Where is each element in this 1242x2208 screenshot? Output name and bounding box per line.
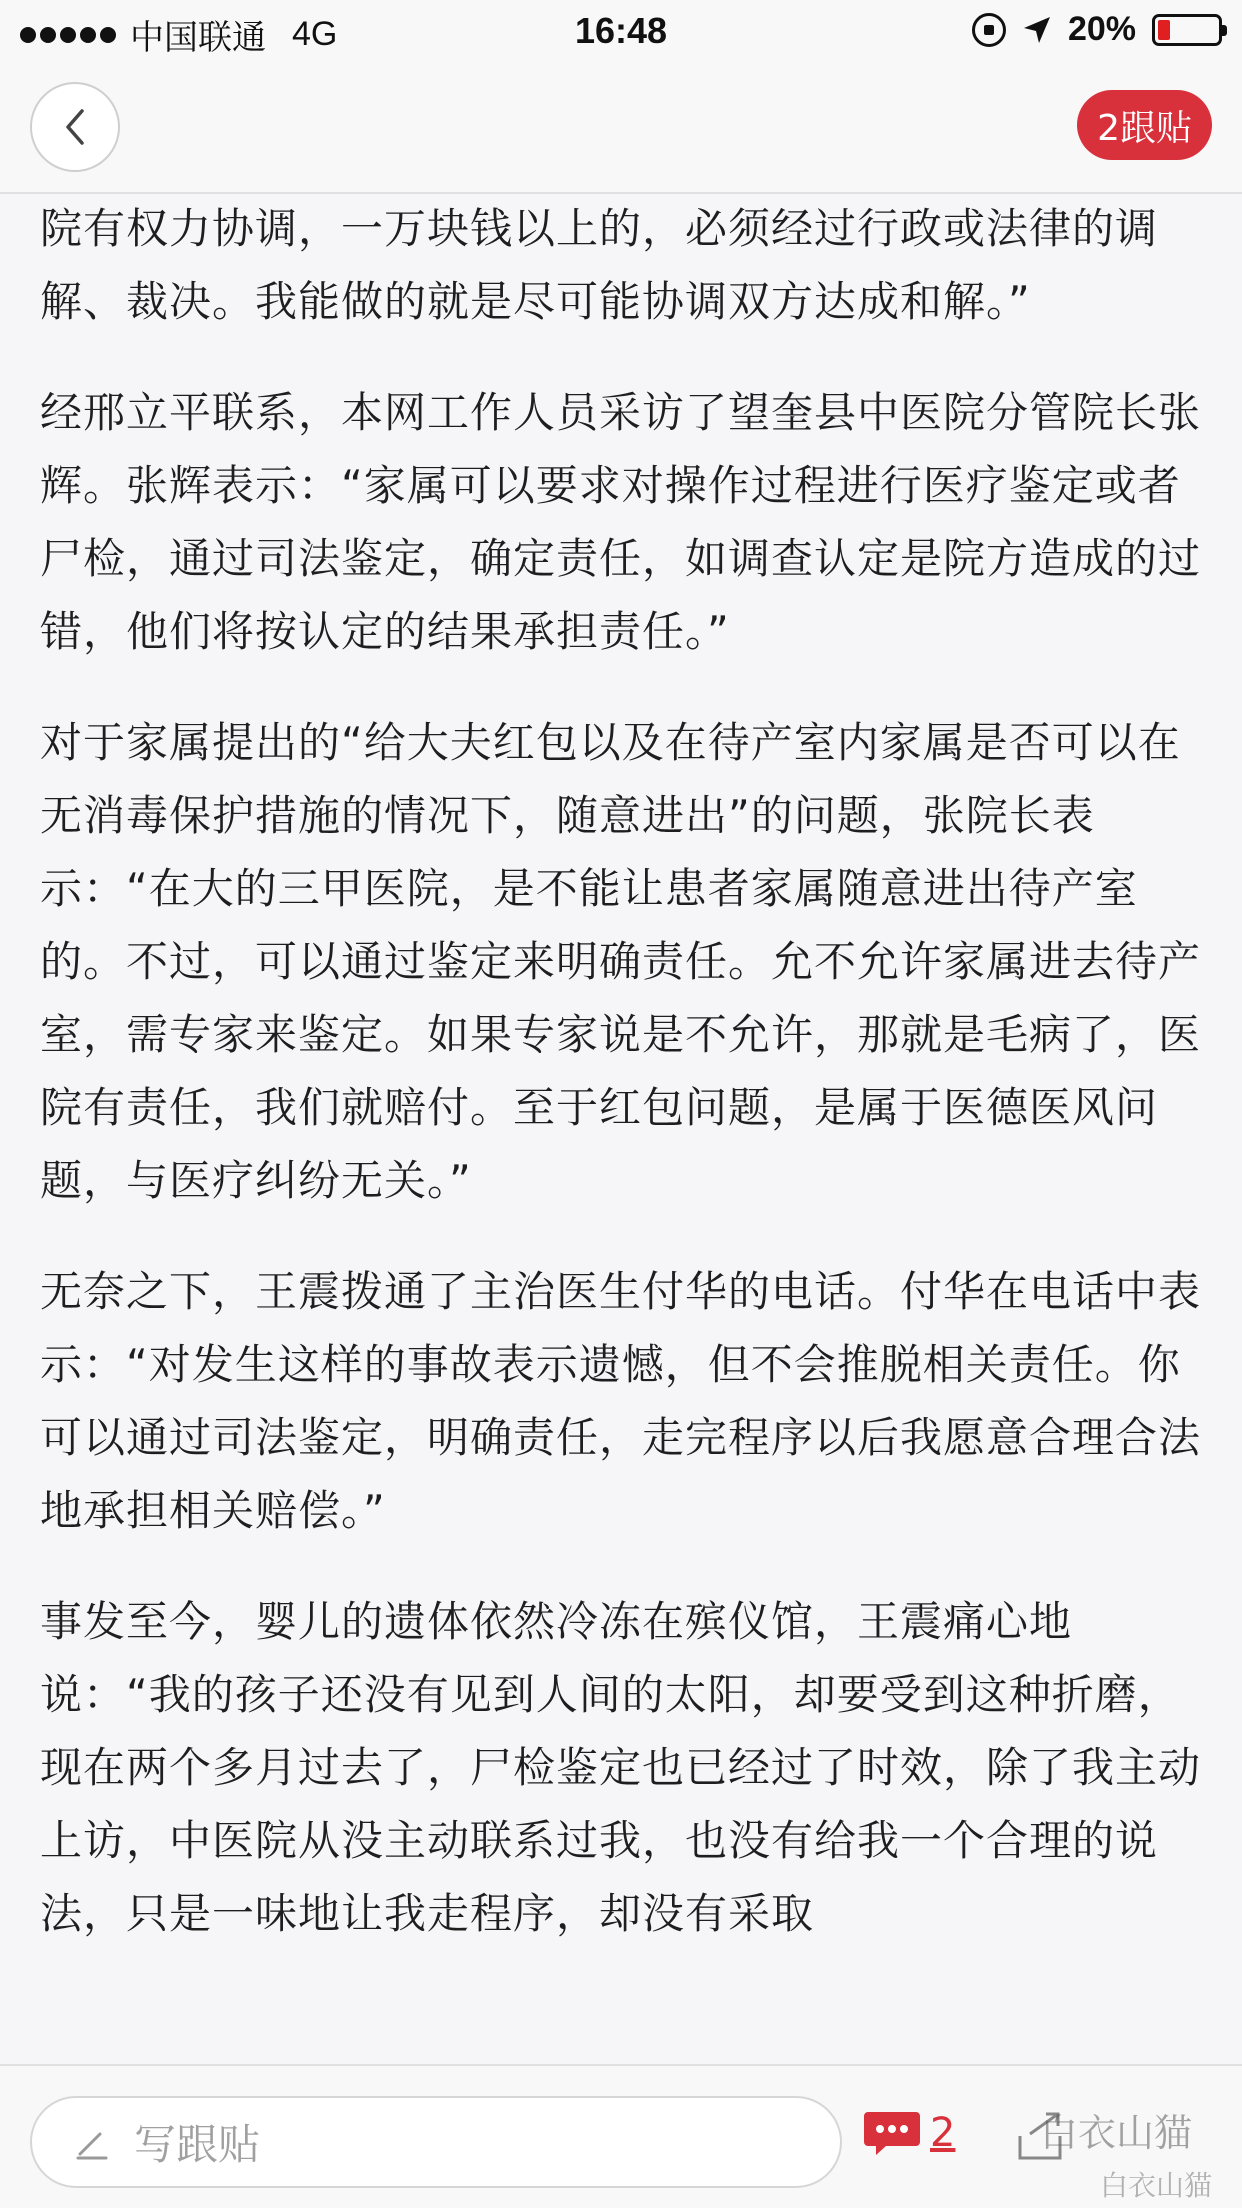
article-paragraph: 事发至今，婴儿的遗体依然冷冻在殡仪馆，王震痛心地说：“我的孩子还没有见到人间的太阳，却要受到这种折磨，现在两个多月过去了，尸检鉴定也已经过了时效，除了我主动上访，中医院从没主动联系过我，也没有给我一个合理的说法，只是一味地让我走程序，却没有采取 [40,1597,1202,1938]
status-bar [0,0,1242,64]
watermark-text: 白衣山猫 [1040,2111,1193,2155]
location-arrow-icon [1022,15,1052,45]
network-type: 4G [292,15,338,53]
battery-icon [1152,14,1222,46]
article-body [0,194,1242,2064]
article-paragraph: 经邢立平联系，本网工作人员采访了望奎县中医院分管院长张辉。张辉表示：“家属可以要求对操作过程进行医疗鉴定或者尸检，通过司法鉴定，确定责任，如调查认定是院方造成的过错，他们将按认定的结果承担责任。” [40,388,1202,656]
rotation-lock-icon [972,13,1006,47]
status-time: 16:48 [574,10,668,51]
chevron-left-icon [60,107,90,147]
comment-bubble-icon [862,2108,922,2158]
comment-count: 2 [930,2110,956,2156]
watermark-text-small: 白衣山猫 [1100,2169,1213,2202]
navigation-bar [0,64,1242,194]
back-button[interactable] [30,82,120,172]
battery-level-fill [1158,20,1170,40]
pen-icon [72,2122,112,2162]
status-right [972,10,1222,49]
comments-button[interactable] [862,2108,955,2158]
article-paragraph: 对于家属提出的“给大夫红包以及在待产室内家属是否可以在无消毒保护措施的情况下，随意进出”的问题，张院长表示：“在大的三甲医院，是不能让患者家属随意进出待产室的。不过，可以通过鉴定来明确责任。允不允许家属进去待产室，需专家来鉴定。如果专家说是不允许，那就是毛病了，医院有责任，我们就赔付。至于红包问题，是属于医德医风问题，与医疗纠纷无关。” [40,718,1202,1205]
article-paragraph: 院有权力协调，一万块钱以上的，必须经过行政或法律的调解、裁决。我能做的就是尽可能协调双方达成和解。” [40,204,1159,326]
carrier-name: 中国联通 [130,18,266,58]
battery-percent: 20% [1067,10,1136,48]
write-reply-placeholder: 写跟贴 [134,2120,261,2169]
article-paragraph: 无奈之下，王震拨通了主治医生付华的电话。付华在电话中表示：“对发生这样的事故表示遗憾，但不会推脱相关责任。你可以通过司法鉴定，明确责任，走完程序以后我愿意合理合法地承担相关赔偿。” [40,1267,1202,1535]
bottom-toolbar [0,2064,1242,2208]
reply-count-button[interactable]: 2跟贴 [1077,90,1212,160]
write-reply-input[interactable] [30,2096,842,2188]
